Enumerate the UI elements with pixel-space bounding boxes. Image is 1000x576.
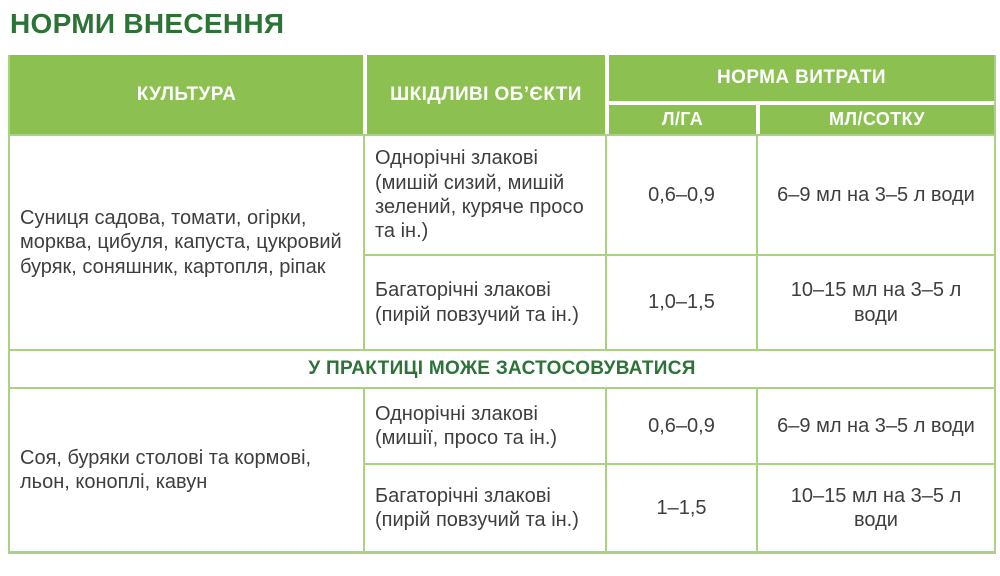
culture-cell-group2: Соя, буряки столові та кормові, льон, коноплі, кавун bbox=[10, 387, 363, 551]
header-rate-ml-sotka: МЛ/СОТКУ bbox=[756, 105, 994, 134]
page-title: НОРМИ ВНЕСЕННЯ bbox=[10, 8, 285, 39]
table-row bbox=[10, 134, 994, 254]
rate-l-ha-cell: 1,0–1,5 bbox=[605, 254, 756, 349]
table-row bbox=[10, 387, 994, 463]
rate-ml-sotka-cell: 10–15 мл на 3–5 л води bbox=[756, 254, 994, 349]
rate-ml-sotka-cell: 6–9 мл на 3–5 л води bbox=[756, 134, 994, 254]
practice-band: У ПРАКТИЦІ МОЖЕ ЗАСТОСОВУВАТИСЯ bbox=[10, 349, 994, 387]
rate-l-ha-cell: 1–1,5 bbox=[605, 463, 756, 551]
practice-band-row bbox=[10, 349, 994, 387]
culture-cell-group1: Суниця садова, томати, огірки, морква, цибуля, капуста, цукровий буряк, соняшник, картопля, ріпак bbox=[10, 134, 363, 349]
application-rates-table bbox=[8, 55, 996, 554]
pest-cell: Багаторічні злакові (пирій повзучий та ін.) bbox=[363, 463, 605, 551]
header-rate-l-ha: Л/ГА bbox=[605, 105, 756, 134]
rate-l-ha-cell: 0,6–0,9 bbox=[605, 134, 756, 254]
pest-cell: Багаторічні злакові (пирій повзучий та ін.) bbox=[363, 254, 605, 349]
pest-cell: Однорічні злакові (мишій сизий, мишій зелений, куряче просо та ін.) bbox=[363, 134, 605, 254]
header-row-top bbox=[10, 55, 994, 105]
header-rate: НОРМА ВИТРАТИ bbox=[605, 55, 994, 105]
rate-ml-sotka-cell: 10–15 мл на 3–5 л води bbox=[756, 463, 994, 551]
rate-ml-sotka-cell: 6–9 мл на 3–5 л води bbox=[756, 387, 994, 463]
pest-cell: Однорічні злакові (мишії, просо та ін.) bbox=[363, 387, 605, 463]
header-pests: ШКІДЛИВІ ОБ’ЄКТИ bbox=[363, 55, 605, 134]
rate-l-ha-cell: 0,6–0,9 bbox=[605, 387, 756, 463]
header-culture: КУЛЬТУРА bbox=[10, 55, 363, 134]
